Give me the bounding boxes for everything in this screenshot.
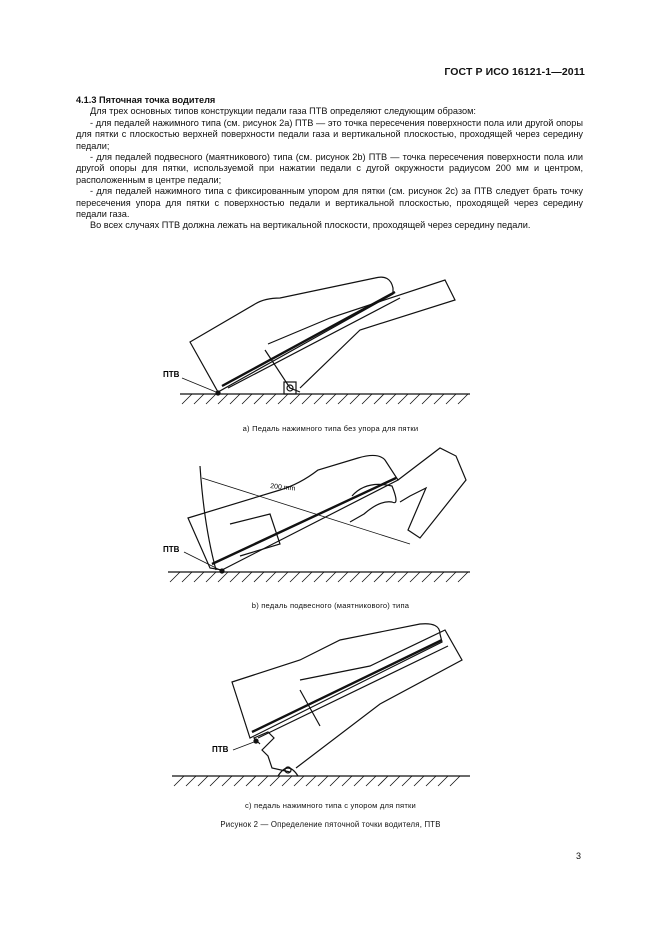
floor-hatching (182, 394, 468, 404)
shoe-outline (232, 624, 442, 738)
section-body (76, 95, 583, 232)
pedal-surface (222, 292, 395, 386)
heel-point-label: ПТВ (163, 370, 180, 379)
radius-dimension-label: 200 mm (269, 483, 296, 493)
paragraph-heel-stop-type: - для педалей нажимного типа с фиксированным упором для пятки (см. рисунок 2c) за ПТВ следует брать точку пересечения упора для пятки с поверхностью педали и вертикальной плоскостью, проходящей через середину педали газа. (76, 186, 583, 220)
pedal-lever (268, 280, 455, 388)
heel-point-label: ПТВ (212, 745, 229, 754)
section-heading: 4.1.3 Пяточная точка водителя (76, 95, 216, 105)
heel-point-marker (216, 391, 220, 395)
heel-point-label: ПТВ (163, 545, 180, 554)
heel-point-marker (220, 569, 224, 573)
heel-point-marker (254, 739, 258, 743)
floor-hatching (170, 572, 468, 582)
figure-b-caption: b) педаль подвесного (маятникового) типа (251, 601, 410, 610)
pedal-arm (398, 448, 466, 538)
page-number: 3 (575, 851, 581, 861)
figure-a-diagram (0, 270, 661, 420)
heel-stop (254, 732, 290, 772)
paragraph-conclusion: Во всех случаях ПТВ должна лежать на вертикальной плоскости, проходящей через середину педали. (90, 220, 531, 231)
document-header: ГОСТ Р ИСО 16121-1—2011 (444, 66, 585, 78)
figure-title: Рисунок 2 — Определение пяточной точки водителя, ПТВ (220, 820, 441, 829)
paragraph-intro: Для трех основных типов конструкции педали газа ПТВ определяют следующим образом: (90, 106, 476, 117)
figure-c-diagram (0, 620, 661, 790)
paragraph-push-type: - для педалей нажимного типа (см. рисунок 2a) ПТВ — это точка пересечения поверхности пола или другой опоры для пятки с плоскостью верхней поверхности педали газа и вертикальной плоскостью, проходящей через середину педали; (76, 117, 583, 151)
radius-line (202, 478, 410, 544)
shoe-outline (188, 455, 398, 570)
paragraph-suspended-type: - для педалей подвесного (маятникового) типа (см. рисунок 2b) ПТВ — точка пересечения поверхности пола или другой опоры для пятки, используемой при нажатии педали с дугой окружности радиусом 200 мм и центром, расположенным в центре педали; (76, 152, 583, 185)
figure-a-caption: a) Педаль нажимного типа без упора для пятки (242, 424, 419, 433)
figure-c-caption: c) педаль нажимного типа с упором для пятки (245, 801, 416, 810)
figure-b-diagram (0, 440, 661, 590)
floor-hatching (174, 776, 460, 786)
